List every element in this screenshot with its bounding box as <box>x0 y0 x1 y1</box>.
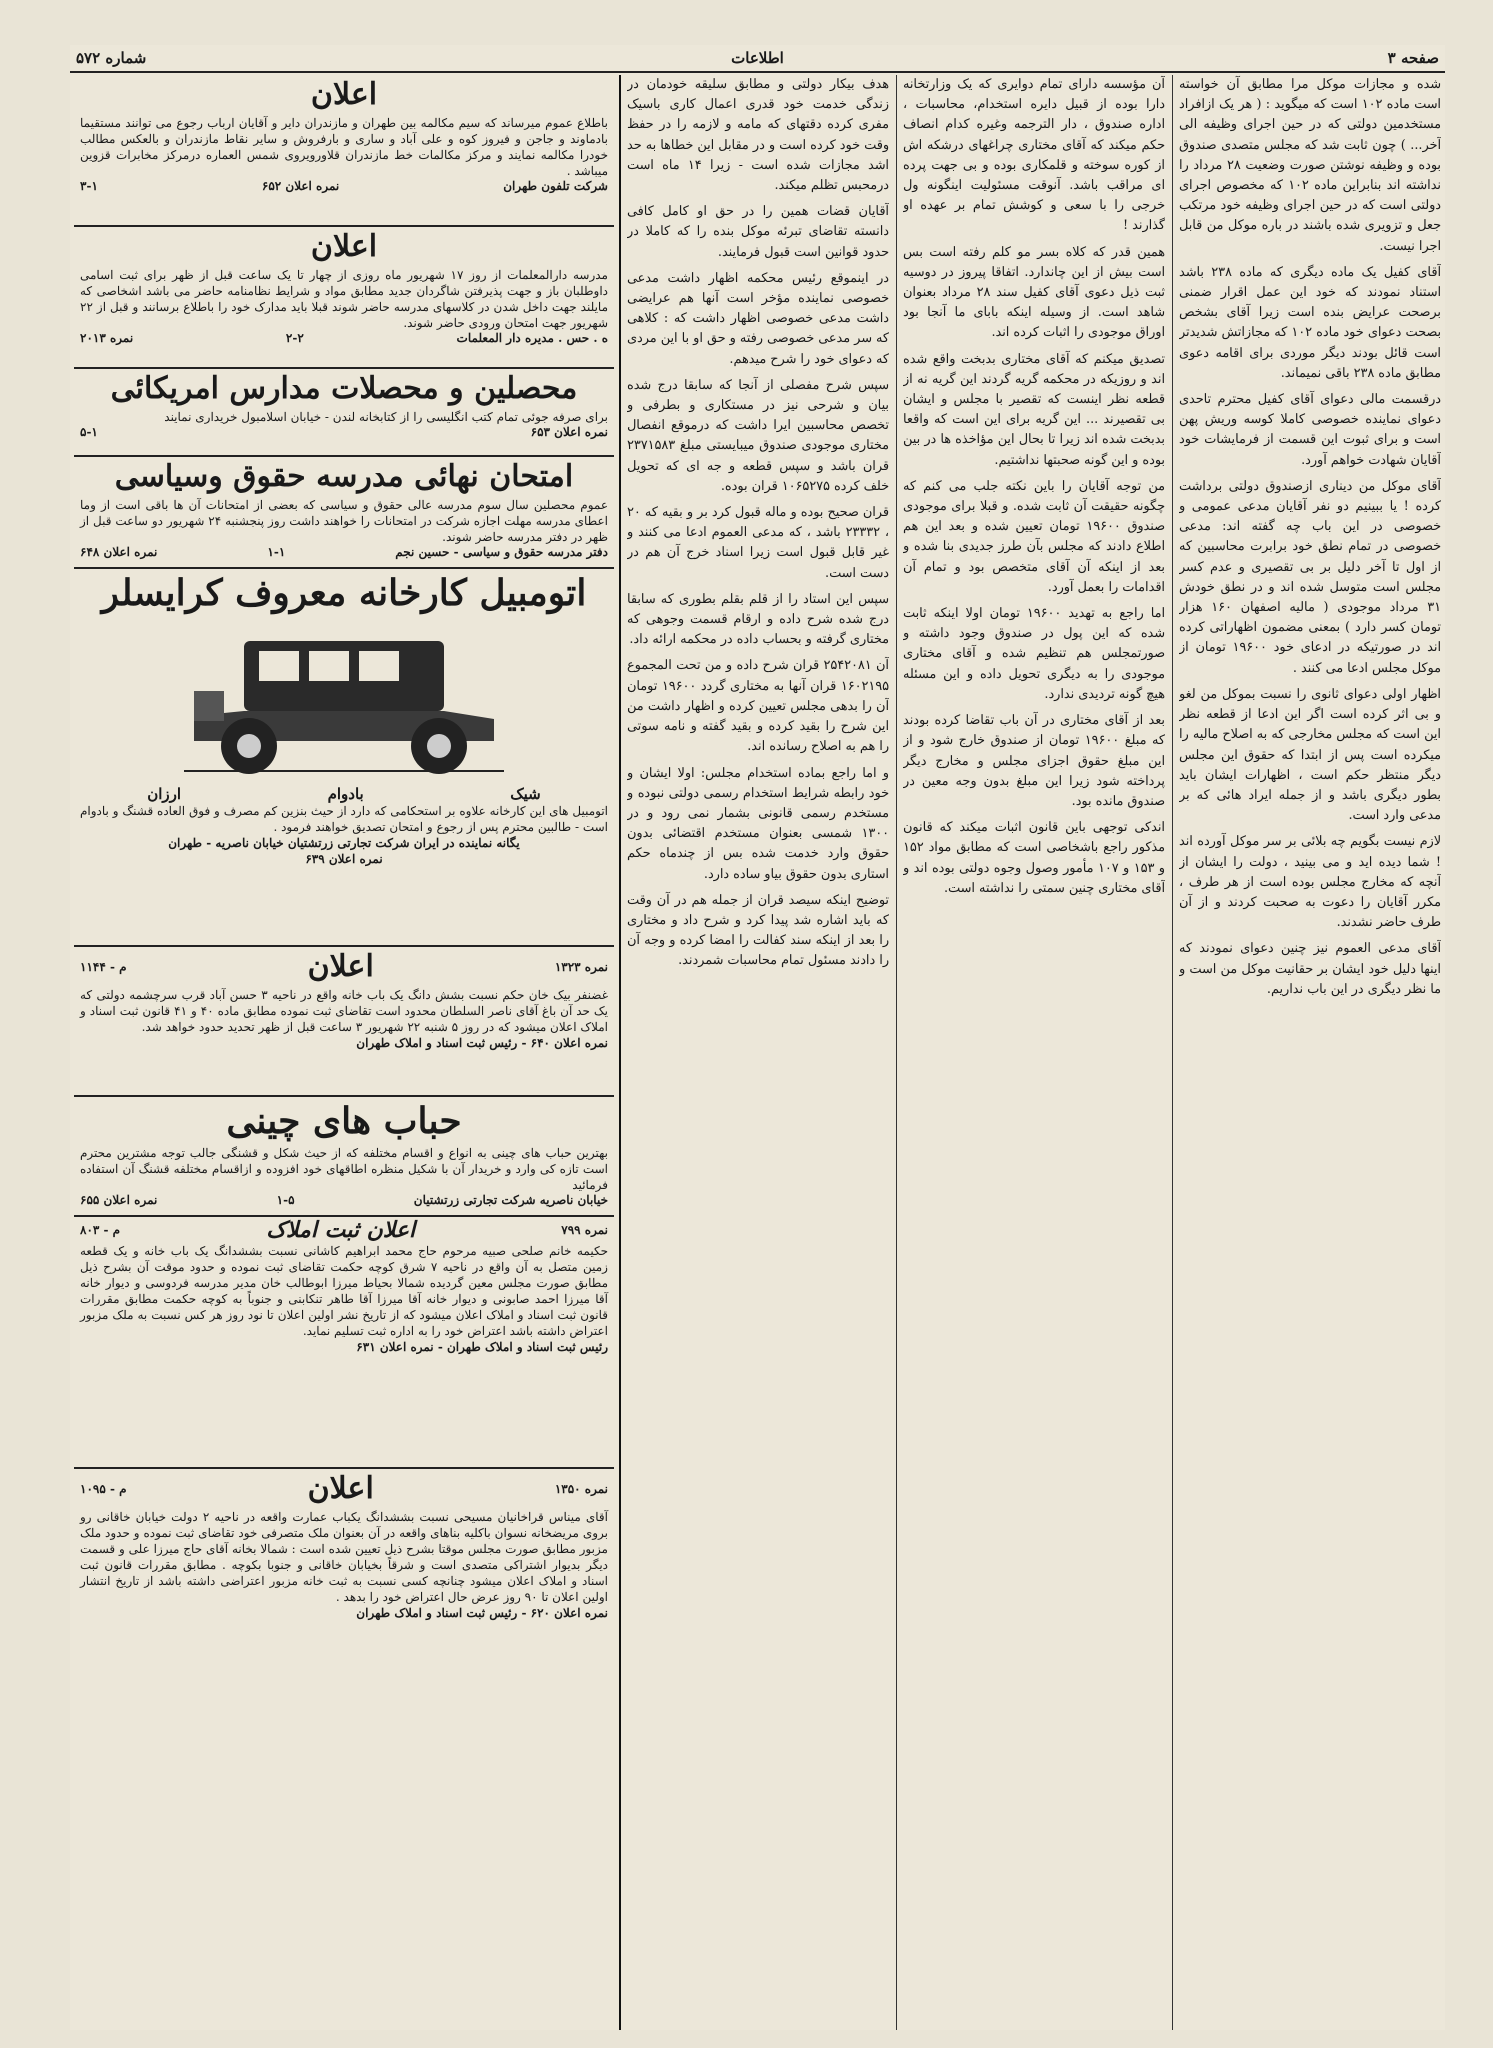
column-c-paragraph: سپس شرح مفصلی از آنجا که سابقا درج شده بیان و شرحی نیز در مستکاری و بطرفی و تخصص محاسبین ایرا داشت که درموقع انفصال مختاری موجودی صندوق میبایستی مبلغ ۲۳۷۱۵۸۳ قران باشد و سپس قطعه و جه ای که تحویل خلف کرده ۱۰۶۵۲۷۵ قران بوده. <box>627 377 889 494</box>
column-a-paragraph: آقای مدعی العموم نیز چنین دعوای نمودند که اینها دلیل خود ایشان بر حقانیت موکل من است و ما نظر دیگری در این باب نداریم. <box>1179 941 1441 997</box>
newspaper-name: اطلاعات <box>731 49 784 67</box>
ad-body: برای صرفه جوئی تمام کتب انگلیسی را از کتابخانه لندن - خیابان اسلامبول خریداری نمایند <box>164 410 608 424</box>
ad-registration-2 <box>74 1217 614 1469</box>
ad-footer <box>74 545 614 559</box>
ad-footer: نمره اعلان ۶۴۰ - رئیس ثبت اسناد و املاک طهران <box>356 1036 608 1050</box>
ad-code: ۲-۲ <box>285 331 304 345</box>
column-a-paragraph: آقای کفیل یک ماده دیگری که ماده ۲۳۸ باشد استناد نمودند که خود این عمل اقرار ضمنی برصحت عرایض بنده است زیرا آقای بشخص بصحت دعوای خود ماده ۱۰۲ که مجازاتش شدیدتر است قائل بودند دیگر موردی برای اقامه دعوی مطابق ماده ۲۳۸ باقی نمیماند. <box>1179 264 1441 381</box>
ad-china-lamps <box>74 1097 614 1217</box>
feature-item: شیک <box>510 785 541 803</box>
column-c-paragraph: سپس این استاد را از قلم بقلم بطوری که سابقا درج شده شرح داده و ارقام قسمت وجوهی که مختاری گرفته و بحساب داده در محکمه ارائه داد. <box>627 591 889 648</box>
ad-title: امتحان نهائی مدرسه حقوق وسیاسی <box>114 459 574 494</box>
ad-code: ۳-۱ <box>80 179 98 193</box>
ad-footer <box>74 331 614 345</box>
ad-signature: شرکت تلفون طهران <box>503 179 608 193</box>
ad-number: نمره اعلان ۶۵۳ <box>530 425 608 439</box>
column-c-paragraph: آن ۲۵۴۲۰۸۱ قران شرح داده و من تحت المجموع ۱۶۰۲۱۹۵ قران آنها به مختاری گردد ۱۹۶۰۰ تومان آن را بدهی مجلس تعیین کرده و اظهار داشت من این شرح را بقید کرده و بقید گفته و نامه سوتی را هم به اصلاح رسانده اند. <box>627 658 889 755</box>
ad-title: اتومبیل کارخانه معروف کرایسلر <box>101 572 587 614</box>
column-b-paragraph: همین قدر که کلاه بسر مو کلم رفته است بس است بیش از این چاندارد. اتفاقا پیروز در دوسیه ثبت ذیل دعوی آقای کفیل سند ۲۸ مرداد بعنوان شاهد است. از وسیله اینکه بابای ما آنجا بود اوراق موجودی را اثبات کرده اند. <box>903 244 1165 341</box>
ad-law-school-exam <box>74 457 614 569</box>
car-illustration-icon <box>174 621 514 781</box>
ad-title: حباب های چینی <box>226 1100 462 1142</box>
ad-footer: رئیس ثبت اسناد و املاک طهران - نمره اعلان ۶۳۱ <box>356 1340 608 1354</box>
ad-code: م - ۱۰۹۵ <box>80 1482 127 1496</box>
ad-body: مدرسه دارالمعلمات از روز ۱۷ شهریور ماه روزی از چهار تا یک ساعت قبل از ظهر برای ثبت اسامی داوطلبان باز و جهت پذیرفتن شاگردان جدید مطابق مواد و شرایط نظامنامه حاضر می باشد اشخاصی که مایلند جهت داخل شدن در کلاسهای مدرسه حاضر شوند قبلا باید مدارک خود را باطلاع برسانند و قبل از ۲۲ شهریور جهت امتحان ورودی حاضر شوند. <box>80 268 608 330</box>
ad-code: ۱-۱ <box>267 545 286 559</box>
page-header <box>70 45 1445 73</box>
ad-footer <box>74 1193 614 1207</box>
ad-footer: نمره اعلان ۶۲۰ - رئیس ثبت اسناد و املاک طهران <box>356 1606 608 1620</box>
ad-number: نمره اعلان ۶۴۸ <box>80 545 158 559</box>
ad-body: آقای میناس قراخانیان مسیحی نسبت بششدانگ یکباب عمارت واقعه در ناحیه ۲ دولت خیابان خاقانی رو بروی مریضخانه نسوان باکلیه بناهای واقعه در آن بعنوان ملک متصرفی خود تقاضای ثبت نموده و حدود ملک مزبور مطابق صورت مجلس موقتا بشرح ذیل تعیین شده است : شمالا بخانه آقای حاج میرزا علی و قسمت دیگر بدیوار اشتراکی متصدی است و شرقاً بخیابان خاقانی و جنوبا بکوچه . مطابق مقررات قانون ثبت اسناد و املاک اعلان میشود چنانچه کسی نسبت به ثبت خانه مزبور اعتراضی داشته باشد از تاریخ انتشار اولین اعلان تا ۹۰ روز عرض حال اعتراض خود را بدهد . <box>80 1510 608 1604</box>
column-a-paragraph: درقسمت مالی دعوای آقای کفیل محترم تاحدی دعوای نماینده خصوصی کاملا کوسه وریش پهن است و برای ثبوت این قسمت از فرمایشات خود آقایان شهادت خواهم آورد. <box>1179 392 1441 468</box>
ad-body: اتومبیل های این کارخانه علاوه بر استحکامی که دارد از حیث بنزین کم مصرف و فوق العاده قشنگ و بادوام است - طالبین محترم پس از رجوع و امتحان تصدیق خواهند فرمود . <box>80 804 608 834</box>
feature-item: بادوام <box>327 785 364 803</box>
ad-number: نمره ۱۳۵۰ <box>554 1482 608 1496</box>
ad-signature: دفتر مدرسه حقوق و سیاسی - حسین نجم <box>395 545 608 559</box>
ad-registration-1 <box>74 947 614 1097</box>
column-b-paragraph: آن مؤسسه دارای تمام دوایری که یک وزارتخانه دارا بوده از قبیل دایره استخدام، محاسبات ، اداره صندوق ، دار الترجمه وغیره کدام انصاف حکم میکند که آقای مختاری چراغهای درشکه اش از کوره سوخته و قلمکاری بوده و بی جهت پرده ای مراقب باشد. آنوقت مسئولیت اینگونه ول خرجی را با سعی و کوشش تمام بر عهده او گذارند ! <box>903 77 1165 234</box>
ad-title: اعلان <box>307 949 374 984</box>
ad-footer <box>74 425 614 439</box>
car-features <box>74 785 614 803</box>
ad-signature: خیابان ناصریه شرکت تجارتی زرتشتیان <box>413 1193 608 1207</box>
column-b-paragraph: اما راجع به تهدید ۱۹۶۰۰ تومان اولا اینکه ثابت شده که این پول در صندوق وجود داشته و صورتمجلس هم تنظیم شده و آقای مختاری موجودی را به دیگری تحویل داده و این مسئله هیچ گونه تردیدی ندارد. <box>903 606 1165 702</box>
ad-signature: ه . حس . مدیره دار المعلمات <box>456 331 608 345</box>
ad-title: اعلان ثبت املاک <box>266 1217 416 1243</box>
ad-heading-row <box>74 1217 614 1243</box>
ad-number: نمره اعلان ۶۵۲ <box>261 179 340 193</box>
ad-number: نمره ۱۳۲۳ <box>554 960 608 974</box>
column-a-paragraph: شده و مجازات موکل مرا مطابق آن خواسته است ماده ۱۰۲ است که میگوید : ( هر یک ازافراد مستخدمین دولتی که در حین اجرای وظیفه الی آخر... ) چون ثابت شد که مجلس متصدی صندوق بوده و وظیفه نوشتن صورت وضعیت ۲۸ مرداد را نداشته اند بنابراین ماده ۱۰۲ که مخصوص اجرای دولتی است که در حین اجرای وظیفه خود مرتکب جعل و تزویری شده باشند در باره موکل من قابل اجرا نیست. <box>1179 77 1441 254</box>
ad-teachers-school <box>74 227 614 369</box>
ad-number: نمره اعلان ۶۵۵ <box>80 1193 158 1207</box>
column-b <box>903 75 1165 2030</box>
ad-heading-row <box>74 1469 614 1509</box>
column-b-paragraph: تصدیق میکنم که آقای مختاری بدبخت واقع شده اند و روزیکه در محکمه گریه گردند این گریه نه از قطعه نظر اینست که تقصیر با مجلس و ایشان بی تقصیرند ... این گریه برای این است که واقعا بدبخت شده اند زیرا تا بحال این مؤاخذه ها در بین بوده و این گونه صحبتها نداشتیم. <box>903 351 1165 468</box>
ad-code: ۵-۱ <box>80 425 98 439</box>
column-a-paragraph: آقای موکل من دیناری ازصندوق دولتی برداشت کرده ! یا ببینیم دو نفر آقایان مدعی عمومی و خصوصی در این باب چه گفته اند: مدعی خصوصی در تمام نطق خود برابرت محاسبین که از اول تا آخر دلیل بر بی تقصیری و عدم کسر مجلس است متوسل شده اند و در نطق خودش ۳۱ مرداد موجودی ( مالیه اصفهان ۱۶۰ هزار تومان کسر دارد ) بمعنی مضمون اظهاراتی کرده اند در صورتیکه در ادعای خود ۱۹۶۰۰ تومان از موکل مجلس ادعا می کنند . <box>1179 478 1441 676</box>
column-c-paragraph: آقایان قضات همین را در حق او کامل کافی دانسته تقاضای تبرئه موکل بنده را که کاملا در حدود قوانین است قبول فرمایند. <box>627 204 889 260</box>
column-a <box>1179 75 1441 2030</box>
ads-column <box>74 75 614 2030</box>
ad-number: نمره ۷۹۹ <box>561 1223 608 1237</box>
ad-number: نمره ۲۰۱۳ <box>80 331 134 345</box>
column-b-paragraph: اندکی توجهی باین قانون اثبات میکند که قانون مذکور راجع باشخاصی است که مطابق مواد ۱۵۲ و ۱۵۳ و ۱۰۷ مأمور وصول وجوه دولتی بوده اند و آقای مختاری چنین سمتی را نداشته است. <box>903 820 1165 896</box>
column-c-paragraph: توضیح اینکه سیصد قران از جمله هم در آن وقت که باید اشاره شد پیدا کرد و شرح داد و مختاری را بعد از اینکه سند کفالت را امضا کرده و وجه آن را دادند مسئول تمام محاسبات شمردند. <box>627 892 889 969</box>
column-a-paragraph: لازم نیست بگویم چه بلائی بر سر موکل آورده اند ! شما دیده اید و می بینید ، دولت را ایشان از آنچه که مخارج مجلس بوده است از هر طرف ، مکرر آقایان را دعوت به صحبت کردند و از آن طرف حاضر نشدند. <box>1179 834 1441 931</box>
ad-body: باطلاع عموم میرساند که سیم مکالمه بین طهران و مازندران دایر و آقایان ارباب رجوع می توانند مستقیما بادماوند و جاجن و فیروز کوه و علی آباد و ساری و بارفروش و سایر نقاط مازندران و بالعکس مطالب خودرا مکالمه نمایند و مرکز مکالمات خط مازندران قلاورویروی شمس العماره درمرکز مخابرات قزوین میباشد . <box>80 116 608 178</box>
column-c-paragraph: در اینموقع رئیس محکمه اظهار داشت مدعی خصوصی نماینده مؤخر است آنها هم عرایضی داشت مدعی خصوصی اظهار داشت که : کلاهی که سر مدعی خصوصی رفته و حق او با این مردی که دعوای خود را شرح میدهم. <box>627 270 889 367</box>
ad-chrysler <box>74 569 614 947</box>
ad-body: بهترین حباب های چینی به انواع و اقسام مختلفه که از حیث شکل و قشنگی جالب توجه مشترین محترم است تازه کی وارد و خریدار آن با شکیل منظره اطاقهای خود افزوده و ازاقسام مختلفه قشنگ آن استفاده فرمائید <box>80 1146 608 1192</box>
ad-title: محصلین و محصلات مدارس امریکائی <box>110 371 578 406</box>
column-c-paragraph: و اما راجع بماده استخدام مجلس: اولا ایشان و خود رابطه شرایط استخدام رسمی دولتی نبوده و مستخدم رسمی قانونی بشمار نمی رود و در ۱۳۰۰ شمسی بعنوان مستخدم اقتضائی بدون حقوق وارد خدمت شده بس از چندماه حکم استاری بدون حقوق بیاو ساده دارد. <box>627 765 889 882</box>
newspaper-page <box>70 45 1445 2030</box>
ad-registration-3 <box>74 1469 614 1799</box>
ad-title: اعلان <box>307 1471 374 1506</box>
ad-body: عموم محصلین سال سوم مدرسه عالی حقوق و سیاسی که بعضی از امتحانات آن ها باقی است از وما اعطای مدرسه مهلت اجازه شرکت در امتحانات را خواهند داشت روز پنجشنبه ۲۴ شهریور دو ساعت قبل از ظهر در دفتر مدرسه حاضر شوند. <box>80 498 608 544</box>
column-rule <box>619 75 621 2030</box>
ad-code: ۱-۵ <box>276 1193 295 1207</box>
issue-number: شماره ۵۷۲ <box>76 49 147 67</box>
column-b-paragraph: من توجه آقایان را باین نکته جلب می کنم که چگونه حقیقت آن ثابت شده. و قبلا برای موجودی صندوق ۱۹۶۰۰ تومان تعیین شده و بعد این هم اطلاع دادند که مجلس بآن طرز جدیدی بنا شده و بعد از اینکه آن آقای متخصص بود و تمام آن اقدامات را بعمل آورد. <box>903 478 1165 595</box>
page-number: صفحه ۳ <box>1387 49 1439 67</box>
ad-agent: یگانه نماینده در ایران شرکت تجارتی زرتشتیان خیابان ناصریه - طهران <box>168 836 520 850</box>
ad-telephone <box>74 75 614 227</box>
column-c-paragraph: قران صحیح بوده و ماله قبول کرد بر و بقیه که ۲۰ ، ۲۳۳۳۲ باشد ، که مدعی العموم ادعا می کنند و غیر قابل قبول است زیرا اسناد خرج آن هم در دست است. <box>627 505 889 581</box>
column-b-paragraph: بعد از آقای مختاری در آن باب تقاضا کرده بودند که مبلغ ۱۹۶۰۰ تومان از صندوق خارج شود و از این مبلغ حقوق اجزای مجلس و مخارج دیگر پرداخته شود زیرا این مبلغ بدون وجه معین در صندوق مانده بود. <box>903 713 1165 809</box>
column-rule <box>896 75 897 2030</box>
column-c <box>627 75 889 2030</box>
ad-body: غضنفر بیک خان حکم نسبت بشش دانگ یک باب خانه واقع در ناحیه ۳ حسن آباد قرب سرچشمه دولتی که یک حد آن باغ آقای ناصر السلطان محدود است تقاضای ثبت نموده مطابق ماده ۴۰ و ۴۱ قانون ثبت اسناد و املاک اعلان میشود که در روز ۵ شنبه ۲۲ شهریور ۳ ساعت قبل از ظهر تحدید حدود خواهد شد. <box>80 988 608 1034</box>
ad-title: اعلان <box>310 77 378 112</box>
ad-code: م - ۱۱۴۴ <box>80 960 127 974</box>
ad-heading-row <box>74 947 614 987</box>
column-a-paragraph: اظهار اولی دعوای ثانوی را نسبت بموکل من لغو و بی اثر کرده است اگر این ادعا از قطعه نظر این است که مجلس مخارجی که به اصلاح مالیه را میکرده است پس از ابتدا که حقوق این مجلس دیگر منتظر حکم است ، اظهارات ایشان باید بطور دیگری باشد و از جمله ایراد هائی که بر مدعی وارد است. <box>1179 686 1441 824</box>
column-rule <box>1172 75 1173 2030</box>
ad-title: اعلان <box>310 229 378 264</box>
ad-number: نمره اعلان ۶۳۹ <box>305 852 383 866</box>
ad-body: حکیمه خانم صلحی صبیه مرحوم حاج محمد ابراهیم کاشانی نسبت بششدانگ یک باب خانه و یک قطعه زمین متصل به آن واقع در ناحیه ۷ شرق کوچه حکمت تقاضای ثبت نموده و حدود موقت آن بشرح ذیل مطابق صورت مجلس معین گردیده شمالا بحیاط میرزا ابوطالب خان مدیر مدرسه فردوسی و دیوار خانه آقا میرزا احمد صابونی و دیوار خانه آقا میرزا آقا طاهر تنکابنی و جنوباً به کوچه حکمت مطابق مقررات قانون ثبت اسناد و املاک اعلان میشود که از تاریخ نشر اولین اعلان تا نود روز هر کس نسبت به ملک مزبور اعتراض داشته باشد اعتراض خود را به اداره ثبت تسلیم نماید. <box>80 1244 608 1338</box>
ad-code: م - ۸۰۳ <box>80 1223 121 1237</box>
ad-footer <box>74 179 614 193</box>
feature-item: ارزان <box>147 785 182 803</box>
column-c-paragraph: هدف بیکار دولتی و مطابق سلیقه خودمان در زندگی خدمت خود قدری اعمال کاری باسیک مفری کرده دقتهای که مامه و لازمه را در حفظ وقت خود کرده است و در مقابل این خطاها به حد اشد مجازات شده است - زیرا ۱۴ ماه است درمحبس تظلم میکند. <box>627 77 889 194</box>
ad-american-schools <box>74 369 614 457</box>
